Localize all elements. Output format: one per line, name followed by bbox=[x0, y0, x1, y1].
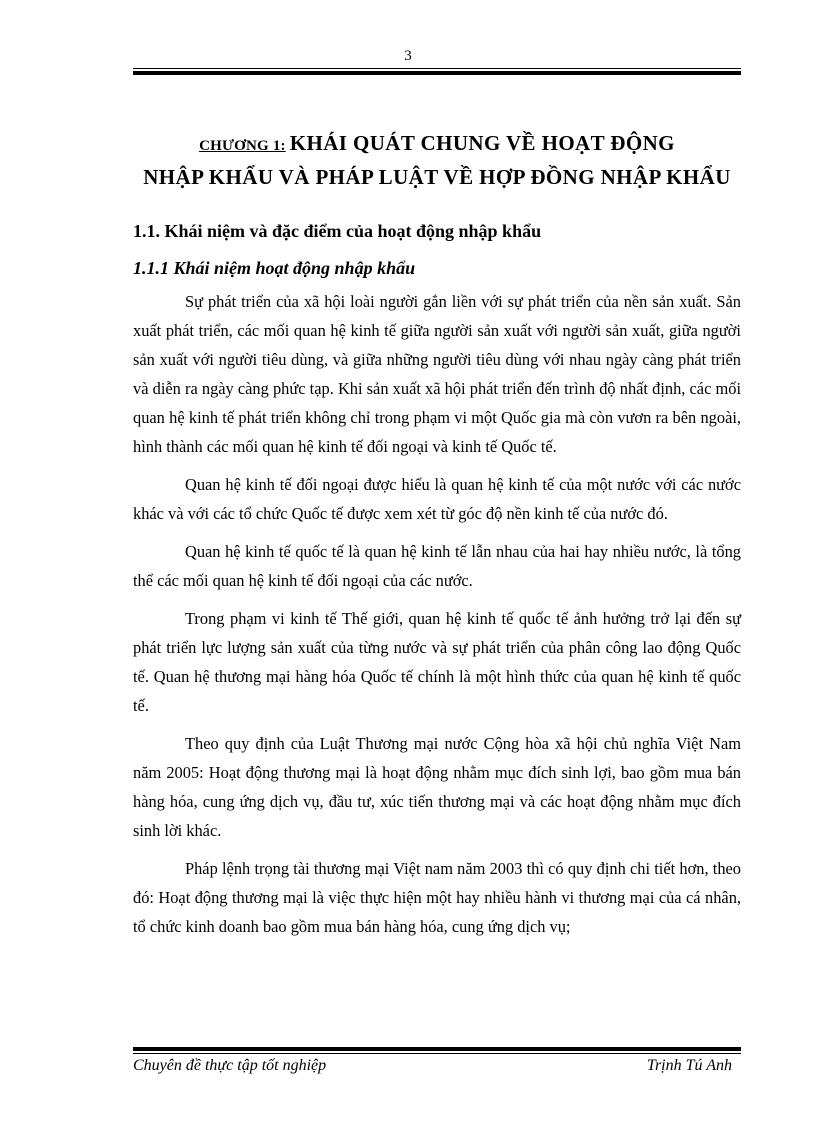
chapter-heading bbox=[133, 128, 741, 193]
chapter-heading-line-1 bbox=[133, 128, 741, 162]
footer-document-type: Chuyên đề thực tập tốt nghiệp bbox=[133, 1057, 327, 1074]
paragraph: Theo quy định của Luật Thương mại nước Cộng hòa xã hội chủ nghĩa Việt Nam năm 2005: Hoạt động thương mại là hoạt động nhằm mục đích sinh lợi, bao gồm mua bán hàng hóa, cung ứng dịch vụ, đầu tư, xúc tiến thương mại và các hoạt động nhằm mục đích sinh lời khác. bbox=[133, 734, 741, 840]
footer-rule-thin bbox=[133, 1053, 741, 1054]
header-rule-thin bbox=[133, 68, 741, 69]
footer-rule-thick bbox=[133, 1047, 741, 1051]
body-text bbox=[133, 287, 741, 950]
footer-author: Trịnh Tú Anh bbox=[646, 1057, 732, 1074]
chapter-title-line-2: NHẬP KHẨU VÀ PHÁP LUẬT VỀ HỢP ĐỒNG NHẬP KHẨU bbox=[143, 165, 731, 189]
chapter-title-line-1: KHÁI QUÁT CHUNG VỀ HOẠT ĐỘNG bbox=[289, 131, 675, 155]
paragraph: Trong phạm vi kinh tế Thế giới, quan hệ kinh tế quốc tế ảnh hưởng trở lại đến sự phát triển lực lượng sản xuất của từng nước và sự phát triển của phân công lao động Quốc tế. Quan hệ thương mại hàng hóa Quốc tế chính là một hình thức của quan hệ kinh tế quốc tế. bbox=[133, 609, 741, 715]
header-rule-thick bbox=[133, 71, 741, 75]
paragraph: Quan hệ kinh tế quốc tế là quan hệ kinh tế lẫn nhau của hai hay nhiều nước, là tổng thể các mối quan hệ kinh tế đối ngoại của các nước. bbox=[133, 542, 741, 590]
paragraph: Quan hệ kinh tế đối ngoại được hiểu là quan hệ kinh tế của một nước với các nước khác và với các tổ chức Quốc tế được xem xét từ góc độ nền kinh tế của nước đó. bbox=[133, 475, 741, 523]
subsection-title: 1.1.1 Khái niệm hoạt động nhập khẩu bbox=[133, 258, 416, 278]
paragraph: Pháp lệnh trọng tài thương mại Việt nam năm 2003 thì có quy định chi tiết hơn, theo đó: Hoạt động thương mại là việc thực hiện một hay nhiều hành vi thương mại của cá nhân, tổ chức kinh doanh bao gồm mua bán hàng hóa, cung ứng dịch vụ; bbox=[133, 859, 741, 936]
section-title: 1.1. Khái niệm và đặc điểm của hoạt động nhập khẩu bbox=[133, 221, 542, 241]
page-number: 3 bbox=[404, 48, 412, 64]
chapter-label: CHƯƠNG 1: bbox=[199, 138, 286, 154]
paragraph: Sự phát triển của xã hội loài người gắn liền với sự phát triển của nền sản xuất. Sản xuất phát triển, các mối quan hệ kinh tế giữa người sản xuất với người sản xuất, giữa người sản xuất với người tiêu dùng, và giữa những người tiêu dùng với nhau ngày càng phát triển và diễn ra ngày càng phức tạp. Khi sản xuất xã hội phát triển đến trình độ nhất định, các mối quan hệ kinh tế phát triển không chỉ trong phạm vi một Quốc gia mà còn vươn ra bên ngoài, hình thành các mối quan hệ kinh tế đối ngoại và kinh tế Quốc tế. bbox=[133, 292, 741, 456]
